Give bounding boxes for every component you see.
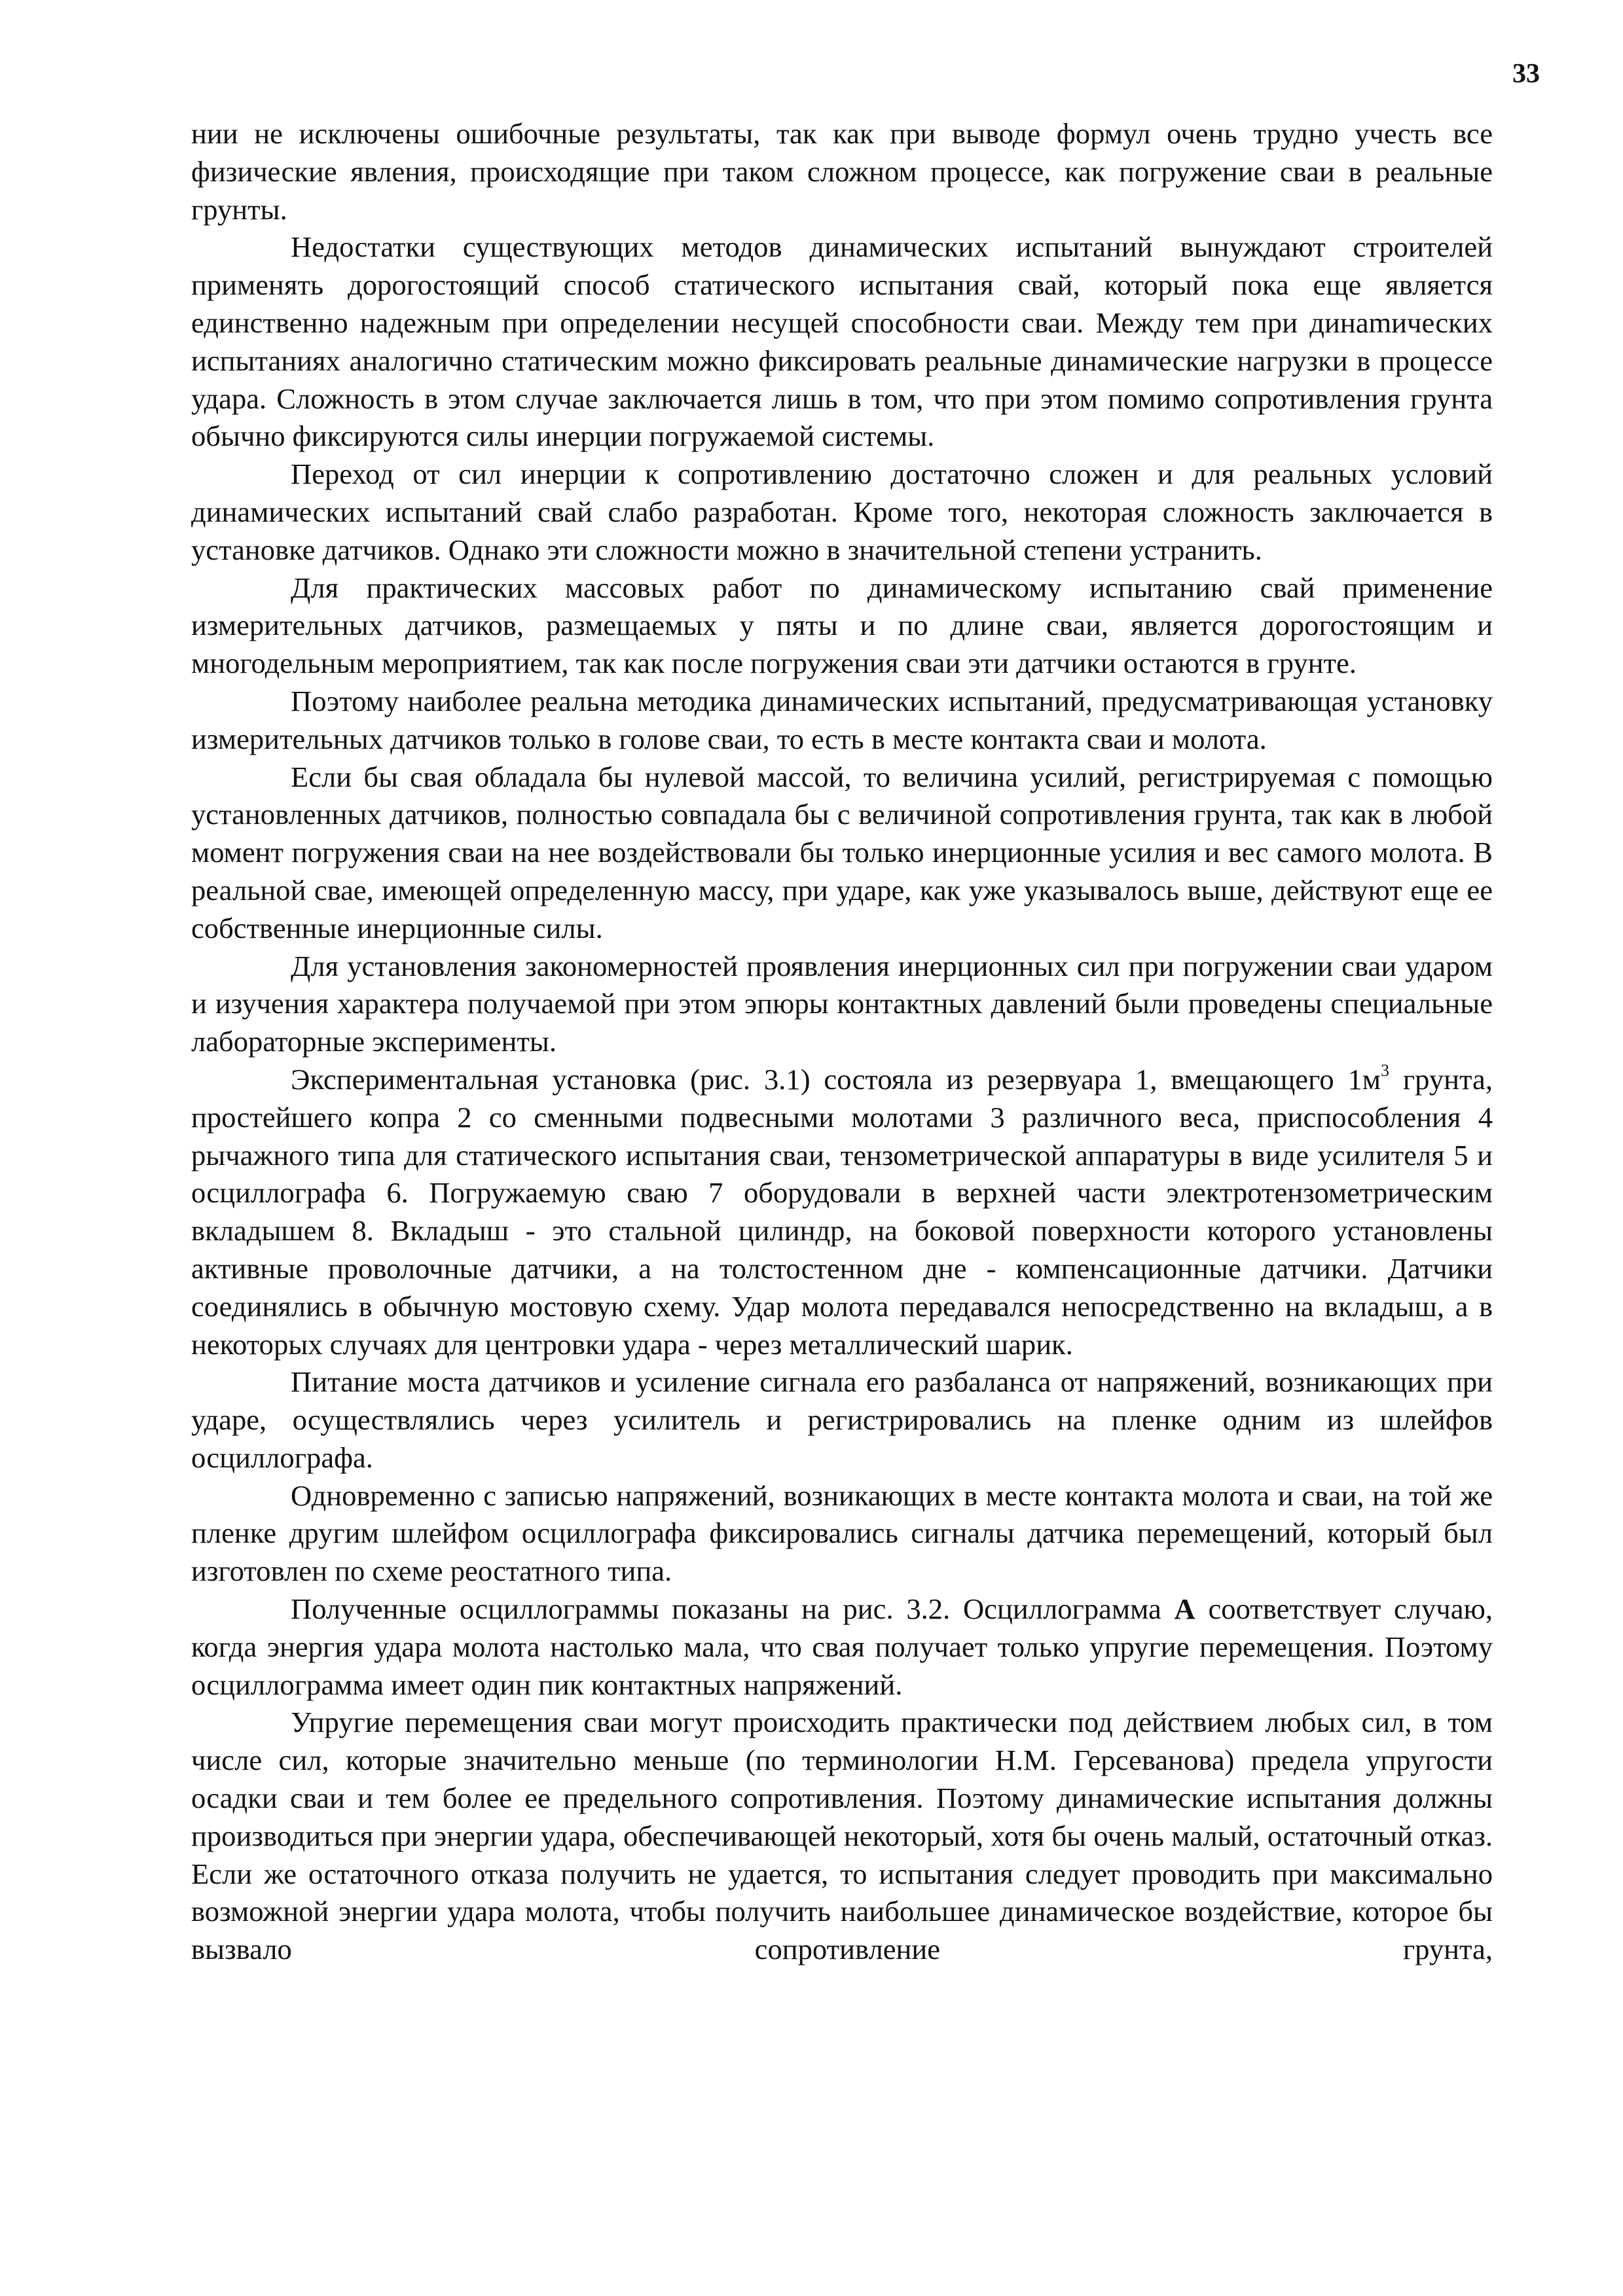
paragraph-6: Если бы свая обладала бы нулевой массой, то величина усилий, регистрируемая с помощью установленных датчиков, полностью совпадала бы с величиной сопротивления грунта, так как в любой момент погружения сваи на нее воздействовали бы только инерционные усилия и вес самого молота. В реальной свае, имеющей определенную массу, при ударе, как уже указывалось выше, действуют еще ее собственные инерционные силы.: [191, 760, 1493, 944]
paragraph-11-text-after: соответствует случаю, когда энергия удара молота настолько мала, что свая получает только упругие перемещения. Поэтому осциллограмма имеет один пик контактных напряжений.: [191, 1592, 1493, 1701]
page-number: 33: [1512, 59, 1540, 89]
oscillogram-label-bold: А: [1174, 1592, 1195, 1626]
paragraph-7: Для установления закономерностей проявления инерционных сил при погружении сваи ударом и изучения характера получаемой при этом эпюры контактных давлений были проведены специальные лабораторные эксперименты.: [191, 949, 1493, 1058]
paragraph-11-text-before: Полученные осциллограммы показаны на рис. 3.2. Осциллограмма: [291, 1592, 1175, 1626]
superscript-cubed: 3: [1380, 1060, 1389, 1080]
paragraph-8-text-after: грунта, простейшего копра 2 со сменными подвесными молотами 3 различного веса, приспособления 4 рычажного типа для статического испытания сваи, тензометрической аппаратуры в виде усилителя 5 и осциллографа 6. Погружаемую сваю 7 оборудовали в верхней части электротензометрическим вкладышем 8. Вкладыш - это стальной цилиндр, на боковой поверхности которого установлены активные проволочные датчики, а на толстостенном дне - компенсационные датчики. Датчики соединялись в обычную мостовую схему. Удар молота передавался непосредственно на вкладыш, а в некоторых случаях для центровки удара - через металлический шарик.: [191, 1062, 1493, 1361]
document-body: [191, 115, 1493, 1969]
paragraph-10: Одновременно с записью напряжений, возникающих в месте контакта молота и сваи, на той же пленке другим шлейфом осциллографа фиксировались сигналы датчика перемещений, который был изготовлен по схеме реостатного типа.: [191, 1479, 1493, 1588]
paragraph-11: [191, 1590, 1493, 1704]
paragraph-4: Для практических массовых работ по динамическому испытанию свай применение измерительных датчиков, размещаемых у пяты и по длине сваи, является дорогостоящим и многодельным мероприятием, так как после погружения сваи эти датчики остаются в грунте.: [191, 571, 1493, 680]
paragraph-2: Недостатки существующих методов динамических испытаний вынуждают строителей применять дорогостоящий способ статического испытания свай, который пока еще является единственно надежным при определении несущей способности сваи. Между тем при динаmических испытаниях аналогично статическим можно фиксировать реальные динамические нагрузки в процессе удара. Сложность в этом случае заключается лишь в том, что при этом помимо сопротивления грунта обычно фиксируются силы инерции погружаемой системы.: [191, 230, 1493, 453]
paragraph-9: Питание моста датчиков и усиление сигнала его разбаланса от напряжений, возникающих при ударе, осуществлялись через усилитель и регистрировались на пленке одним из шлейфов осциллографа.: [191, 1365, 1493, 1474]
paragraph-8-text-before: Экспериментальная установка (рис. 3.1) состояла из резервуара 1, вмещающего 1м: [291, 1062, 1381, 1096]
paragraph-12: Упругие перемещения сваи могут происходить практически под действием любых сил, в том числе сил, которые значительно меньше (по терминологии Н.М. Герсеванова) предела упругости осадки сваи и тем более ее предельного сопротивления. Поэтому динамические испытания должны производиться при энергии удара, обеспечивающей некоторый, хотя бы очень малый, остаточный отказ. Если же остаточного отказа получить не удается, то испытания следует проводить при максимально возможной энергии удара молота, чтобы получить наибольшее динамическое воздействие, которое бы вызвало сопротивление грунта,: [191, 1706, 1493, 1966]
paragraph-1: нии не исключены ошибочные результаты, так как при выводе формул очень трудно учесть все физические явления, происходящие при таком сложном процессе, как погружение сваи в реальные грунты.: [191, 117, 1493, 226]
paragraph-3: Переход от сил инерции к сопротивлению достаточно сложен и для реальных условий динамических испытаний свай слабо разработан. Кроме того, некоторая сложность заключается в установке датчиков. Однако эти сложности можно в значительной степени устранить.: [191, 457, 1493, 566]
paragraph-5: Поэтому наиболее реальна методика динамических испытаний, предусматривающая установку измерительных датчиков только в голове сваи, то есть в месте контакта сваи и молота.: [191, 684, 1493, 755]
paragraph-8: [191, 1061, 1493, 1363]
